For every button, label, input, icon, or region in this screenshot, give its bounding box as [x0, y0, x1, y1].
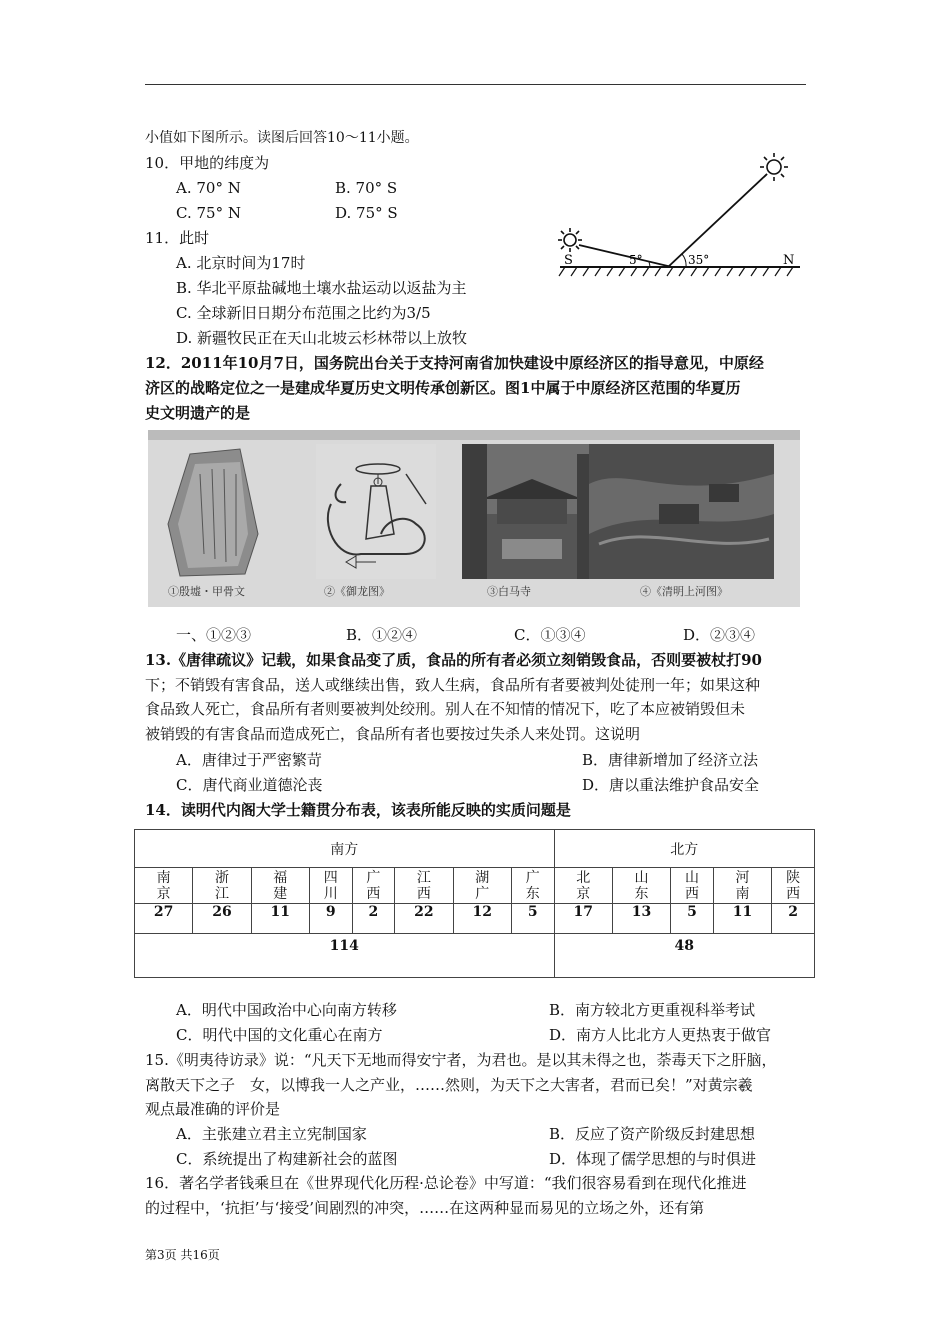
q11-option-c: C. 全球新旧日期分布范围之比约为3/5: [176, 304, 431, 322]
temple-image: [462, 444, 602, 579]
south-total: 114: [135, 934, 555, 978]
province-cell: 湖 广: [453, 868, 511, 904]
caption-2: ②《御龙图》: [324, 585, 390, 598]
dragon-painting-image: [316, 444, 436, 579]
header-rule: [145, 84, 806, 85]
count-cell: 11: [713, 904, 771, 934]
chancellor-origin-table: [134, 829, 815, 978]
angle-35: 35°: [688, 253, 710, 267]
q15-line-1: 15.《明夷待访录》说：“凡天下无地而得安宁者，为君也。是以其未得之也，荼毒天下之肝脑，: [145, 1051, 777, 1069]
q14-stem: 14．读明代内阁大学士籍贯分布表，该表所能反映的实质问题是: [145, 801, 571, 819]
count-cell: 17: [554, 904, 612, 934]
q12-line-2: 济区的战略定位之一是建成华夏历史文明传承创新区。图1中属于中原经济区范围的华夏历: [145, 379, 741, 397]
q10-option-a: A. 70° N: [176, 179, 241, 197]
caption-1: ①殷墟・甲骨文: [168, 585, 245, 598]
count-cell: 11: [251, 904, 309, 934]
label-n: N: [783, 253, 795, 268]
count-cell: 13: [612, 904, 670, 934]
label-s: S: [564, 253, 573, 268]
intro-text: 小值如下图所示。读图后回答10～11小题。: [145, 130, 419, 146]
q10-option-b: B. 70° S: [335, 179, 398, 197]
caption-4: ④《清明上河图》: [640, 585, 728, 598]
q16-line-1: 16．著名学者钱乘旦在《世界现代化历程·总论卷》中写道：“我们很容易看到在现代化推进: [145, 1174, 747, 1192]
q13-line-2: 下；不销毁有害食品，送人或继续出售，致人生病，食品所有者要被判处徒刑一年；如果这种: [145, 676, 761, 694]
count-cell: 5: [511, 904, 554, 934]
q12-option-b: B．①②④: [346, 626, 418, 644]
q14-option-d: D．南方人比北方人更热衷于做官: [549, 1026, 772, 1044]
north-header: 北方: [554, 830, 814, 868]
q14-option-b: B．南方较北方更重视科举考试: [549, 1001, 756, 1019]
page-footer: 第3页 共16页: [145, 1248, 220, 1262]
sun-icon: [558, 228, 582, 252]
q11-option-d: D. 新疆牧民正在天山北坡云杉林带以上放牧: [176, 329, 468, 347]
province-cell: 四 川: [309, 868, 352, 904]
q13-option-d: D．唐以重法维护食品安全: [582, 776, 760, 794]
qingming-scroll-image: [589, 444, 774, 579]
province-cell: 南 京: [135, 868, 193, 904]
q12-line-3: 史文明遗产的是: [145, 404, 251, 422]
count-cell: 26: [193, 904, 251, 934]
q12-option-a: 一、①②③: [176, 626, 252, 644]
q13-line-1: 13.《唐律疏议》记载，如果食品变了质，食品的所有者必须立刻销毁食品，否则要被杖打90: [145, 651, 762, 669]
sun-ray-south: [579, 245, 672, 267]
q10-option-d: D. 75° S: [335, 204, 398, 222]
caption-3: ③白马寺: [487, 585, 531, 598]
count-cell: 9: [309, 904, 352, 934]
count-cell: 12: [453, 904, 511, 934]
sun-ray-north: [668, 174, 767, 267]
q10-stem: 10．甲地的纬度为: [145, 154, 270, 172]
province-cell: 陕 西: [772, 868, 815, 904]
count-cell: 22: [395, 904, 453, 934]
q16-line-2: 的过程中，‘抗拒’与‘接受’间剧烈的冲突，……在这两种显而易见的立场之外，还有第: [145, 1199, 705, 1217]
q14-option-a: A．明代中国政治中心向南方转移: [176, 1001, 397, 1019]
q12-line-1: 12．2011年10月7日，国务院出台关于支持河南省加快建设中原经济区的指导意见，中原经: [145, 354, 764, 372]
province-cell: 山 西: [671, 868, 714, 904]
province-cell: 北 京: [554, 868, 612, 904]
q11-option-a: A. 北京时间为17时: [176, 254, 306, 272]
q13-line-4: 被销毁的有害食品而造成死亡，食品所有者也要按过失杀人来处罚。这说明: [145, 725, 641, 743]
heritage-figure: [148, 430, 800, 607]
q11-option-b: B. 华北平原盐碱地土壤水盐运动以返盐为主: [176, 279, 467, 297]
province-cell: 山 东: [612, 868, 670, 904]
south-header: 南方: [135, 830, 555, 868]
q10-option-c: C. 75° N: [176, 204, 241, 222]
q15-line-2: 离散天下之子 女，以博我一人之产业，……然则，为天下之大害者，君而已矣！”对黄宗羲: [145, 1076, 753, 1094]
q15-option-a: A．主张建立君主立宪制国家: [176, 1125, 367, 1143]
count-cell: 5: [671, 904, 714, 934]
ground-hatching: [559, 267, 793, 276]
q11-stem: 11．此时: [145, 229, 210, 247]
q13-line-3: 食品致人死亡，食品所有者则要被判处绞刑。别人在不知情的情况下，吃了本应被销毁但未: [145, 700, 746, 718]
q15-option-d: D．体现了儒学思想的与时俱进: [549, 1150, 757, 1168]
north-total: 48: [554, 934, 814, 978]
count-cell: 2: [772, 904, 815, 934]
q13-option-c: C．唐代商业道德沦丧: [176, 776, 323, 794]
province-cell: 广 西: [352, 868, 395, 904]
q15-option-c: C．系统提出了构建新社会的蓝图: [176, 1150, 398, 1168]
oracle-bone-image: [160, 444, 265, 579]
sun-angle-diagram: [555, 150, 805, 285]
count-cell: 27: [135, 904, 193, 934]
q14-option-c: C．明代中国的文化重心在南方: [176, 1026, 383, 1044]
province-cell: 福 建: [251, 868, 309, 904]
province-cell: 广 东: [511, 868, 554, 904]
q12-option-d: D．②③④: [683, 626, 756, 644]
q15-line-3: 观点最准确的评价是: [145, 1100, 281, 1118]
angle-5: 5°: [629, 253, 643, 267]
q12-option-c: C．①③④: [514, 626, 586, 644]
q13-option-b: B．唐律新增加了经济立法: [582, 751, 759, 769]
province-cell: 河 南: [713, 868, 771, 904]
count-cell: 2: [352, 904, 395, 934]
q15-option-b: B．反应了资产阶级反封建思想: [549, 1125, 756, 1143]
province-cell: 江 西: [395, 868, 453, 904]
q13-option-a: A．唐律过于严密繁苛: [176, 751, 322, 769]
province-cell: 浙 江: [193, 868, 251, 904]
